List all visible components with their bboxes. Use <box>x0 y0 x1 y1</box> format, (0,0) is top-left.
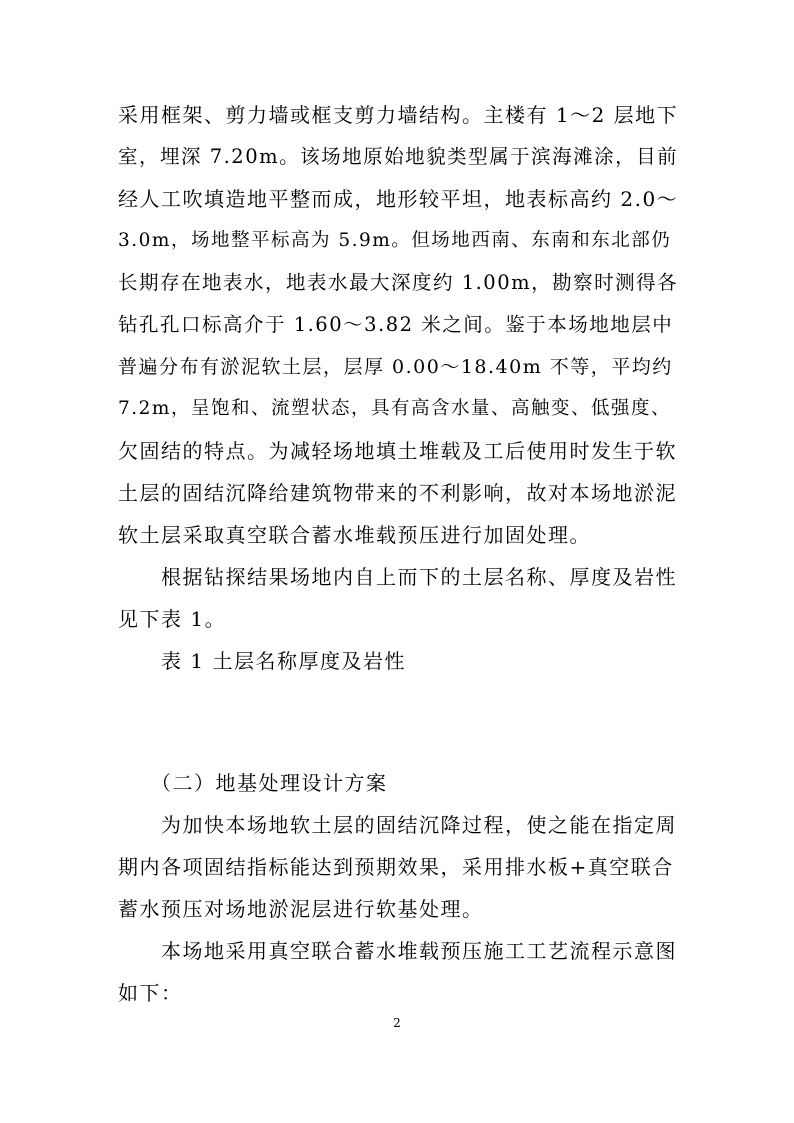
paragraph-1-line: 经人工吹填造地平整而成，地形较平坦，地表标高约 2.0～ <box>118 187 679 211</box>
paragraph-2-line: 根据钻探结果场地内自上而下的土层名称、厚度及岩性 <box>118 565 677 589</box>
paragraph-3-line: 为加快本场地软土层的固结沉降过程，使之能在指定周 <box>118 813 677 837</box>
paragraph-4-line: 本场地采用真空联合蓄水堆载预压施工工艺流程示意图 <box>118 939 677 963</box>
paragraph-1-line: 欠固结的特点。为减轻场地填土堆载及工后使用时发生于软 <box>118 439 677 463</box>
paragraph-3-line: 蓄水预压对场地淤泥层进行软基处理。 <box>118 897 484 921</box>
paragraph-1-line: 采用框架、剪力墙或框支剪力墙结构。主楼有 1～2 层地下 <box>118 103 679 127</box>
paragraph-1-line: 3.0m，场地整平标高为 5.9m。但场地西南、东南和东北部仍 <box>118 230 672 251</box>
paragraph-1-line: 室，埋深 7.20m。该场地原始地貌类型属于滨海滩涂，目前 <box>118 145 679 168</box>
paragraph-1-line: 7.2m，呈饱和、流塑状态，具有高含水量、高触变、低强度、 <box>118 398 671 419</box>
paragraph-2-line: 见下表 1。 <box>118 607 227 631</box>
paragraph-1-line: 软土层采取真空联合蓄水堆载预压进行加固处理。 <box>118 523 591 547</box>
paragraph-3-line: 期内各项固结指标能达到预期效果，采用排水板+真空联合 <box>118 855 674 879</box>
paragraph-1-line: 长期存在地表水，地表水最大深度约 1.00m，勘察时测得各 <box>118 271 679 294</box>
paragraph-1-line: 土层的固结沉降给建筑物带来的不利影响，故对本场地淤泥 <box>118 481 677 505</box>
paragraph-1-line: 普遍分布有淤泥软土层，层厚 0.00～18.40m 不等，平均约 <box>118 356 673 378</box>
paragraph-4-line: 如下： <box>118 981 183 1005</box>
page-number: 2 <box>393 1016 401 1030</box>
paragraph-1-line: 钻孔孔口标高介于 1.60～3.82 米之间。鉴于本场地地层中 <box>118 313 674 336</box>
section-heading: （二）地基处理设计方案 <box>118 771 388 795</box>
table-caption: 表 1 土层名称厚度及岩性 <box>118 649 406 673</box>
